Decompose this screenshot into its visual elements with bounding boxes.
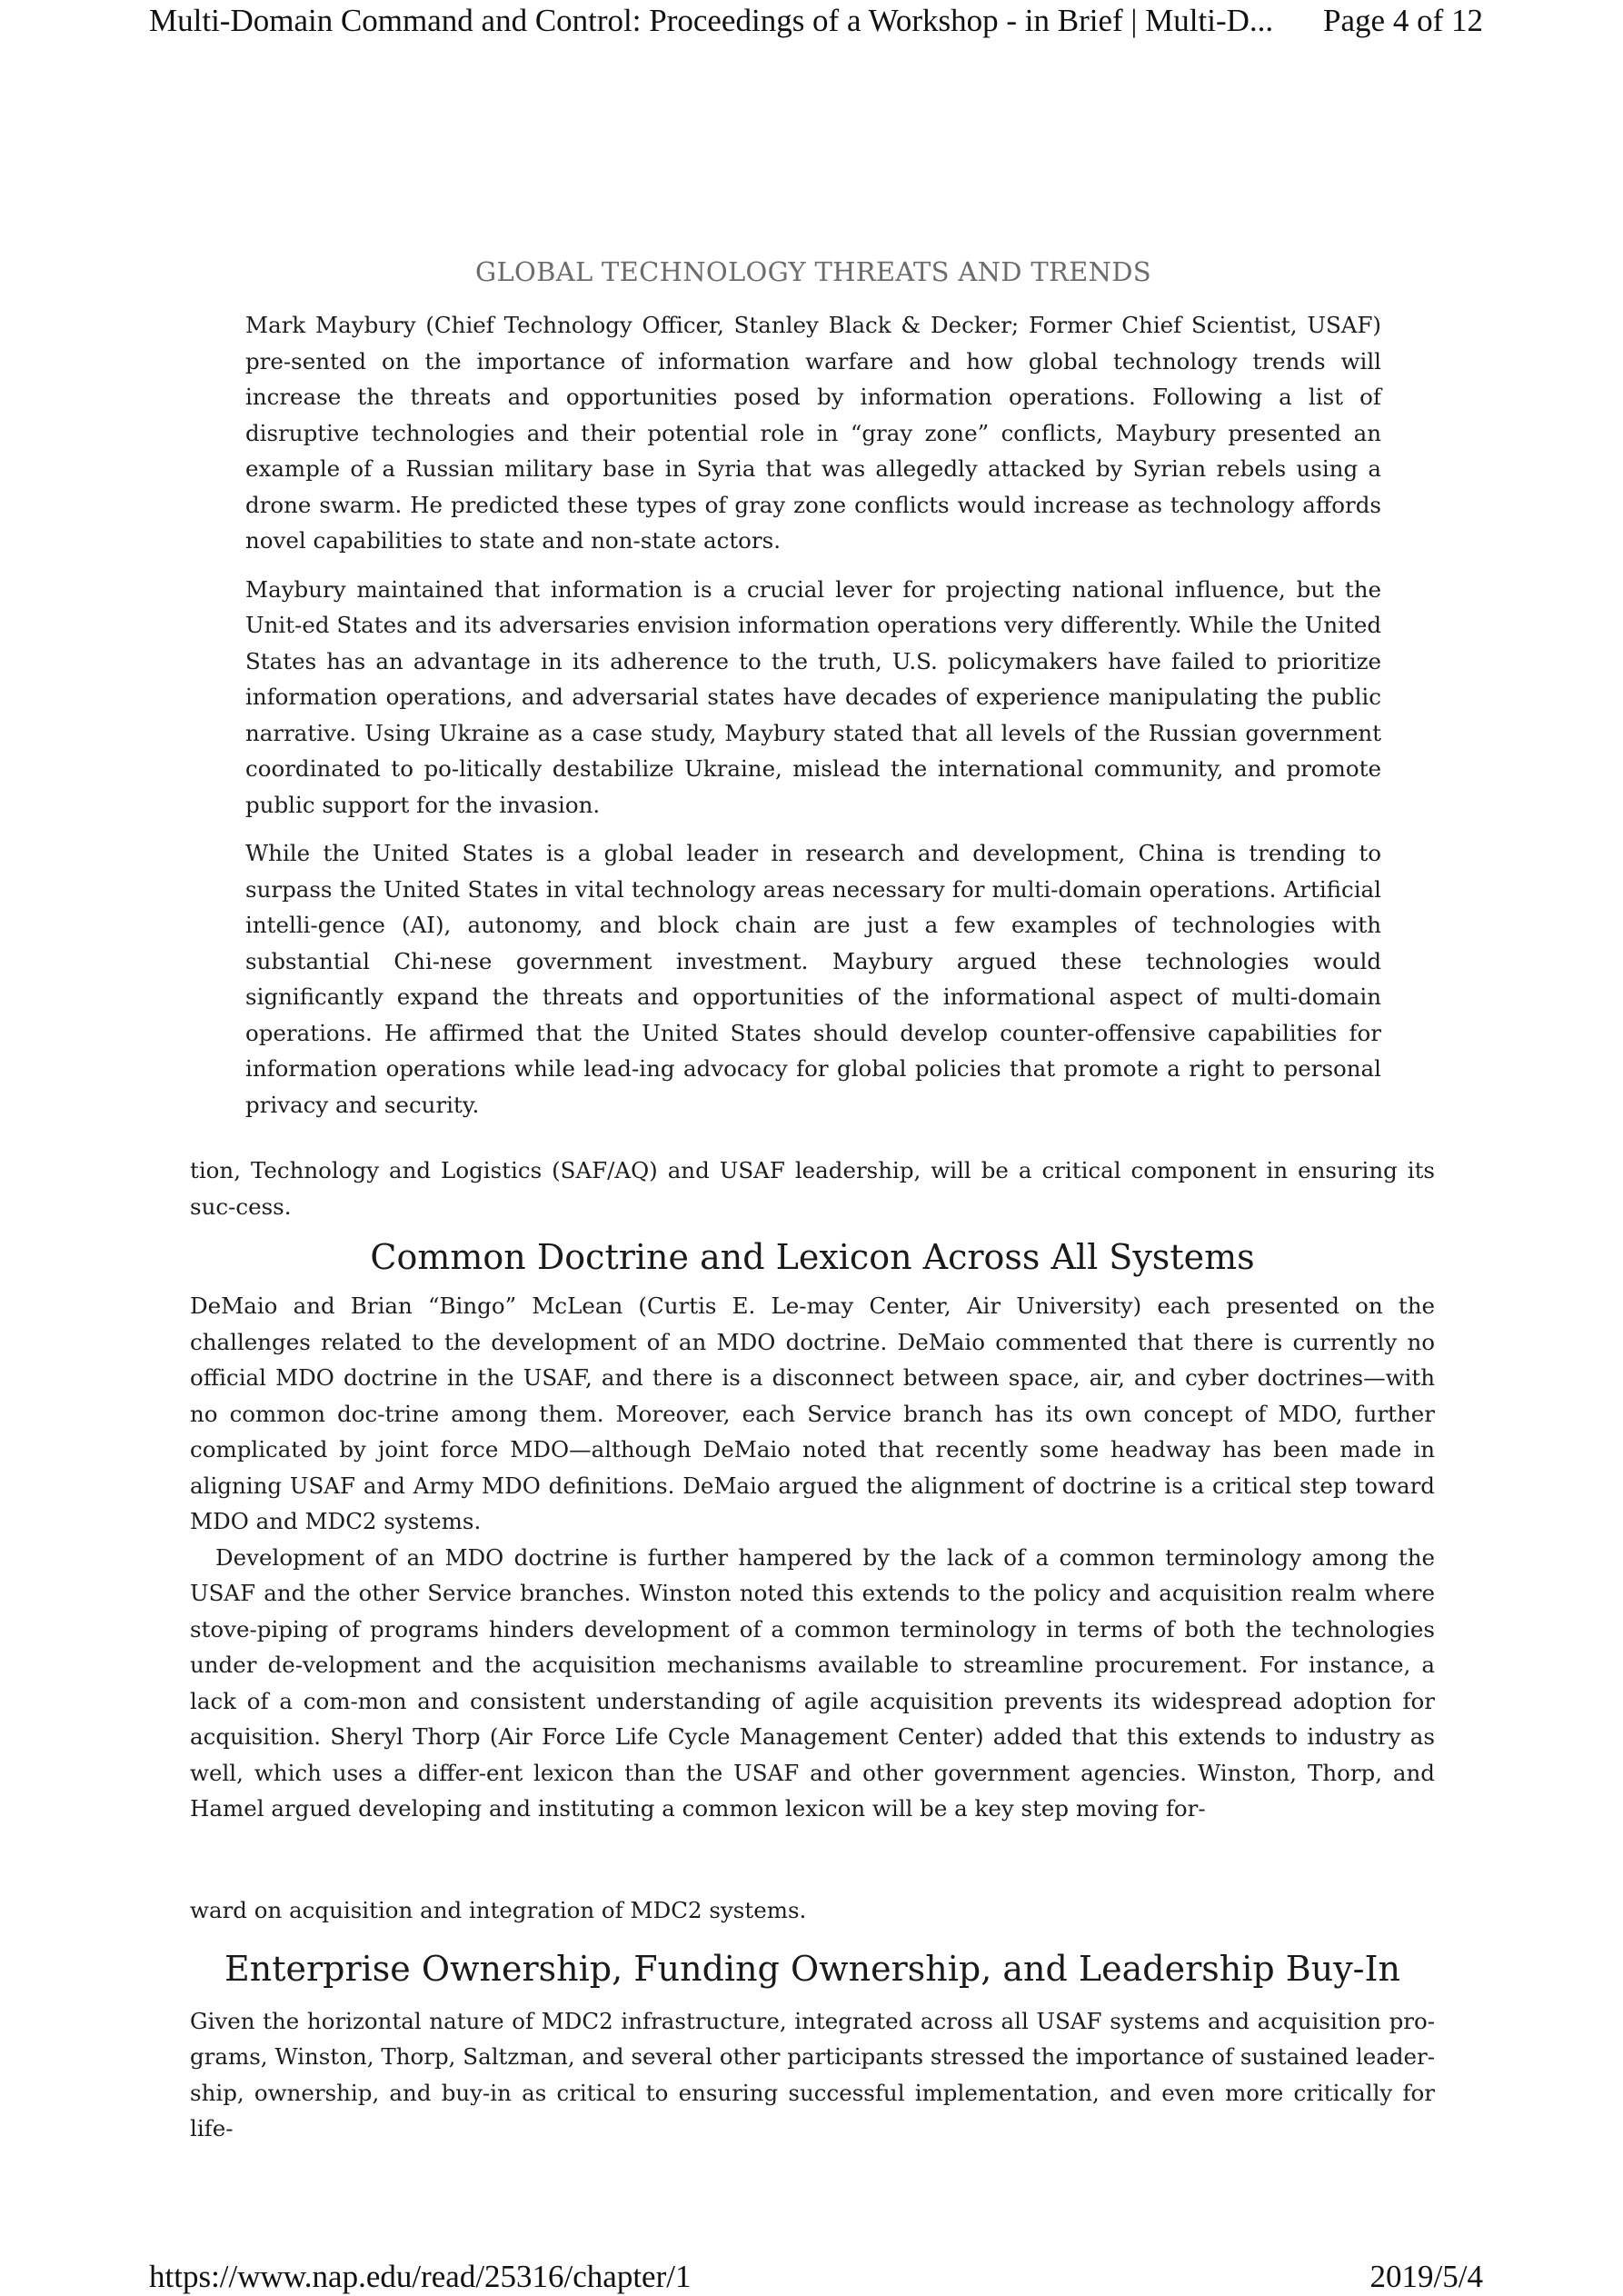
section-heading-ownership: Enterprise Ownership, Funding Ownership, and Leadership Buy-In [224,1948,1400,1989]
body-paragraph: ward on acquisition and integration of MDC2 systems. [190,1897,807,1923]
sidebar-paragraph: Maybury maintained that information is a crucial lever for projecting national influence, but the Unit-ed States and its adversaries envision information operations very differently. While the United States has an advantage in its adherence to the truth, U.S. policymakers have failed to prioritize information operations, and adversarial states have decades of experience manipulating the public narrative. Using Ukraine as a case study, Maybury stated that all levels of the Russian government coordinated to po-litically destabilize Ukraine, mislead the international community, and promote public support for the invasion. [245,575,1381,818]
main-column-1 [190,1153,1435,1827]
page-number: Page 4 of 12 [1323,3,1483,38]
continued-paragraph: tion, Technology and Logistics (SAF/AQ) and USAF leadership, will be a critical component in ensuring its suc-cess. [190,1157,1435,1220]
body-paragraph: Development of an MDO doctrine is further hampered by the lack of a common terminology among the USAF and the other Service branches. Winston noted this extends to the policy and acquisition realm where stove-piping of programs hinders development of a common terminology in terms of both the technologies under de-velopment and the acquisition mechanisms available to streamline procurement. For instance, a lack of a com-mon and consistent understanding of agile acquisition prevents its widespread adoption for acquisition. Sheryl Thorp (Air Force Life Cycle Management Center) added that this extends to industry as well, which uses a differ-ent lexicon than the USAF and other government agencies. Winston, Thorp, and Hamel argued developing and instituting a common lexicon will be a key step moving for- [190,1543,1435,1822]
section-heading-doctrine: Common Doctrine and Lexicon Across All Systems [370,1237,1255,1277]
body-paragraph: DeMaio and Brian “Bingo” McLean (Curtis E. Le-may Center, Air University) each presented on the challenges related to the development of an MDO doctrine. DeMaio commented that there is currently no official MDO doctrine in the USAF, and there is a disconnect between space, air, and cyber doctrines—with no common doc-trine among them. Moreover, each Service branch has its own concept of MDO, further complicated by joint force MDO—although DeMaio noted that recently some headway has been made in aligning USAF and Army MDO definitions. DeMaio argued the alignment of doctrine is a critical step toward MDO and MDC2 systems. [190,1293,1435,1534]
body-paragraph: Given the horizontal nature of MDC2 infrastructure, integrated across all USAF systems and acquisition pro-grams, Winston, Thorp, Saltzman, and several other participants stressed the importance of sustained leader-ship, ownership, and buy-in as critical to ensuring successful implementation, and even more critically for life- [190,2007,1435,2141]
sidebar-paragraph: While the United States is a global leader in research and development, China is trending to surpass the United States in vital technology areas necessary for multi-domain operations. Artificial intelli-gence (AI), autonomy, and block chain are just a few examples of technologies with substantial Chi-nese government investment. Maybury argued these technologies would significantly expand the threats and opportunities of the informational aspect of multi-domain operations. He affirmed that the United States should develop counter-offensive capabilities for information operations while lead-ing advocacy for global policies that promote a right to personal privacy and security. [245,840,1381,1118]
sidebar-box [245,307,1381,1135]
print-date: 2019/5/4 [1369,2259,1483,2294]
document-title: Multi-Domain Command and Control: Proceedings of a Workshop - in Brief | Multi-D... [149,3,1274,38]
sidebar-title: GLOBAL TECHNOLOGY THREATS AND TRENDS [475,256,1151,287]
sidebar-paragraph: Mark Maybury (Chief Technology Officer, Stanley Black & Decker; Former Chief Scientist, USAF) pre-sented on the importance of information warfare and how global technology trends will increase the threats and opportunities posed by information operations. Following a list of disruptive technologies and their potential role in “gray zone” conflicts, Maybury presented an example of a Russian military base in Syria that was allegedly attacked by Syrian rebels using a drone swarm. He predicted these types of gray zone conflicts would increase as technology affords novel capabilities to state and non-state actors. [245,312,1381,554]
print-footer [149,2259,1483,2295]
main-column-2 [190,1892,1435,2147]
print-header [149,2,1483,40]
page-url: https://www.nap.edu/read/25316/chapter/1 [149,2259,692,2294]
